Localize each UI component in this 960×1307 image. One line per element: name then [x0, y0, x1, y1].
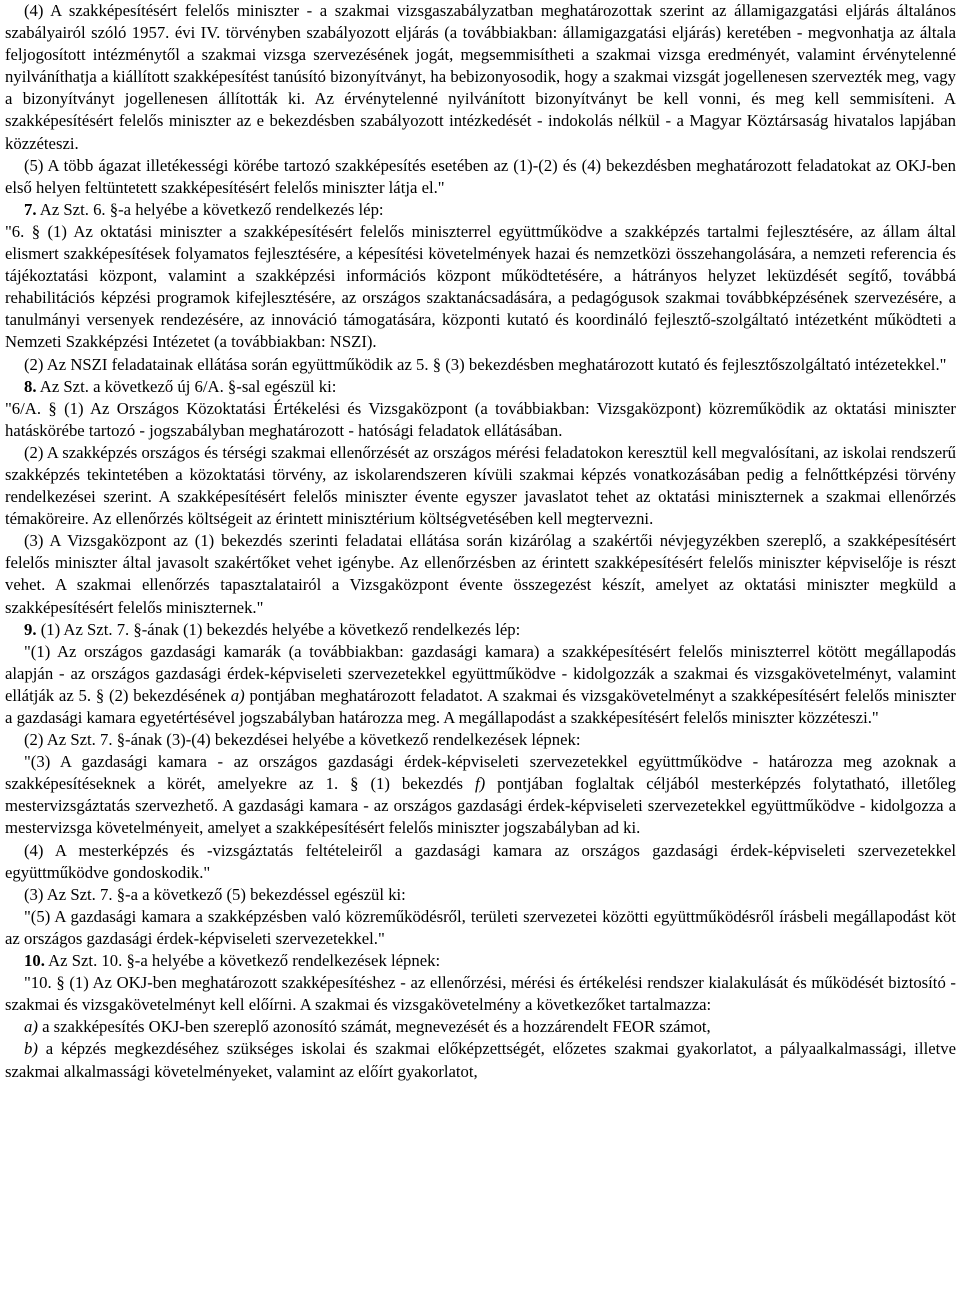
paragraph-text: pontjában meghatározott feladatot. A szakmai és vizsgakövetelményt a szakképesítésért felelős miniszter a gazdasági kamara egyetértésével jogszabályban határozza meg. A megállapodást a szakképesítésért felelős miniszter közzéteszi.": [5, 685, 956, 727]
paragraph-text: "(3) A gazdasági kamara - az országos gazdasági érdek-képviseleti szervezetekkel együttműködve - határozza meg azoknak a szakképesítéseknek a körét, amelyekre az 1. § (1) bekezdés: [5, 752, 956, 794]
section-text: Az Szt. 6. §-a helyébe a következő rendelkezés lép:: [36, 199, 384, 219]
section-heading: [5, 199, 956, 221]
paragraph: [5, 641, 956, 729]
paragraph: (3) A Vizsgaközpont az (1) bekezdés szerinti feladatai ellátása során kizárólag a szakértői névjegyzékben szereplő, a szakképesítésért felelős miniszter által javasolt szakértőket vehet igénybe. Az ellenőrzésben az érintett szakképesítésért felelős miniszter képviselője is részt vehet. A szakmai ellenőrzés tapasztalatairól a Vizsgaközpont évente összegezést készít, amelyet az oktatási miniszter megküld a szakképesítésért felelős miniszternek.": [5, 531, 956, 617]
point-letter: a): [230, 685, 245, 705]
paragraph: "6/A. § (1) Az Országos Közoktatási Értékelési és Vizsgaközpont (a továbbiakban: Vizsgaközpont) közreműködik az oktatási miniszter hatáskörébe tartozó - jogszabályban meghatározott - hatósági feladatok ellátásában.: [5, 398, 956, 440]
section-text: Az Szt. 10. §-a helyébe a következő rendelkezések lépnek:: [44, 951, 441, 971]
list-item-text: a képzés megkezdéséhez szükséges iskolai és szakmai előképzettségét, előzetes szakmai gyakorlatot, a pályaalkalmassági, illetve szakmai alkalmassági követelményeket, valamint az előírt gyakorlatot,: [5, 1039, 956, 1081]
list-item: [5, 1038, 956, 1082]
section-heading: [5, 950, 956, 972]
paragraph: "(5) A gazdasági kamara a szakképzésben való közreműködésről, területi szervezetei közötti együttműködésről írásbeli megállapodást köt az országos gazdasági érdek-képviseleti szervezetekkel.": [5, 906, 956, 948]
paragraph-text: pontjában foglaltak céljából mesterképzés folytatható, illetőleg mestervizsgáztatás szervezhető. A gazdasági kamara - az országos gazdasági érdek-képviseleti szervezetekkel együttműködve - kidolgozza a mestervizsga követelményeit, amelyet a szakképesítésért felelős miniszter jogszabályban ad ki.: [5, 774, 956, 838]
point-letter: a): [24, 1017, 38, 1037]
list-item-text: a szakképesítés OKJ-ben szereplő azonosító számát, megnevezését és a hozzárendelt FEOR számot,: [37, 1017, 711, 1037]
section-number: 10.: [24, 951, 45, 971]
section-heading: [5, 619, 956, 641]
section-heading: [5, 376, 956, 398]
paragraph: (5) A több ágazat illetékességi körébe tartozó szakképesítés esetében az (1)-(2) és (4) bekezdésben meghatározott feladatokat az OKJ-ben első helyen feltüntetett szakképesítésért felelős miniszter látja el.": [5, 155, 956, 197]
section-number: 9.: [24, 619, 37, 639]
list-item: [5, 1016, 956, 1038]
paragraph: (2) Az NSZI feladatainak ellátása során együttműködik az 5. § (3) bekezdésben meghatározott kutató és fejlesztőszolgáltató intézetekkel.": [24, 354, 947, 374]
paragraph: "6. § (1) Az oktatási miniszter a szakképesítésért felelős miniszterrel együttműködve a szakképzés tartalmi fejlesztésére, az állam által elismert szakképesítések folyamatos fejlesztésére, a képesítési követelmények hazai és nemzetközi összehangolására, a nemzeti referencia és tájékoztatási központ, valamint a szakképzési információs központ működtetésére, a hátrányos helyzet leküzdését segítő, továbbá rehabilitációs képzési programok kifejlesztésére, az országos szaktanácsadására, a pedagógusok szakmai továbbképzésének szervezésére, a tanulmányi versenyek rendezésére, az innováció támogatására, központi kutató és koordináló fejlesztő-szolgáltató intézetként működteti a Nemzeti Szakképzési Intézetet (a továbbiakban: NSZI).: [5, 221, 956, 352]
paragraph-text: "(1) Az országos gazdasági kamarák (a továbbiakban: gazdasági kamara) a szakképesítésért felelős miniszterrel kötött megállapodás alapján - az országos gazdasági érdek-képviseleti szervezetekkel együttműködve - kidolgozzák a szakmai és vizsgakövetelményt, valamint ellátják az 5. § (2) bekezdésének: [5, 641, 956, 705]
point-letter: b): [24, 1039, 38, 1059]
paragraph: (2) A szakképzés országos és térségi szakmai ellenőrzését az országos mérési feladatokon keresztül kell megvalósítani, az iskolai rendszerű szakképzés tekintetében a közoktatási törvény, az iskolarendszeren kívüli szakmai képzés vonatkozásában pedig a felnőttképzési törvény rendelkezései szerint. A szakképesítésért felelős miniszter évente egyszer javaslatot tehet az oktatási miniszternek a szakmai ellenőrzés témaköreire. Az ellenőrzés költségeit az érintett minisztérium költségvetésében kell megtervezni.: [5, 442, 956, 529]
paragraph: (4) A szakképesítésért felelős miniszter - a szakmai vizsgaszabályzatban meghatározottak szerint az államigazgatási eljárás általános szabályairól szóló 1957. évi IV. törvényben szabályozott eljárás (a továbbiakban: államigazgatási eljárás) keretében - megvonhatja az általa feljogosított intézménytől a szakmai vizsga szervezésének jogát, megsemmisítheti a szakmai vizsga eredményét, valamint érvénytelenné nyilváníthatja a kiállított szakképesítést tanúsító bizonyítványt, ha bebizonyosodik, hogy a szakmai vizsgát jogellenesen szervezték meg, vagy a bizonyítványt jogellenesen állították ki. Az érvénytelenné nyilvánított bizonyítványt be kell vonni, és meg kell semmisíteni. A szakképesítésért felelős miniszter az e bekezdésben szabályozott intézkedését - indokolás nélkül - a Magyar Köztársaság hivatalos lapjában közzéteszi.: [5, 1, 956, 153]
paragraph: "10. § (1) Az OKJ-ben meghatározott szakképesítéshez - az ellenőrzési, mérési és értékelési rendszer kialakulását és működését biztosító - szakmai és vizsgakövetelményt kell előírni. A szakmai és vizsgakövetelmény a következőket tartalmazza:: [5, 973, 956, 1015]
section-text: (1) Az Szt. 7. §-ának (1) bekezdés helyébe a következő rendelkezés lép:: [36, 619, 521, 639]
paragraph: (3) Az Szt. 7. §-a a következő (5) bekezdéssel egészül ki:: [24, 884, 406, 904]
point-letter: f): [475, 774, 486, 794]
section-number: 7.: [24, 199, 37, 219]
paragraph: [5, 751, 956, 839]
paragraph: (4) A mesterképzés és -vizsgáztatás feltételeiről a gazdasági kamara az országos gazdasági érdek-képviseleti szervezetekkel együttműködve gondoskodik.": [5, 840, 956, 882]
section-text: Az Szt. a következő új 6/A. §-sal egészül ki:: [36, 376, 337, 396]
paragraph: (2) Az Szt. 7. §-ának (3)-(4) bekezdései helyébe a következő rendelkezések lépnek:: [24, 730, 581, 750]
section-number: 8.: [24, 376, 37, 396]
